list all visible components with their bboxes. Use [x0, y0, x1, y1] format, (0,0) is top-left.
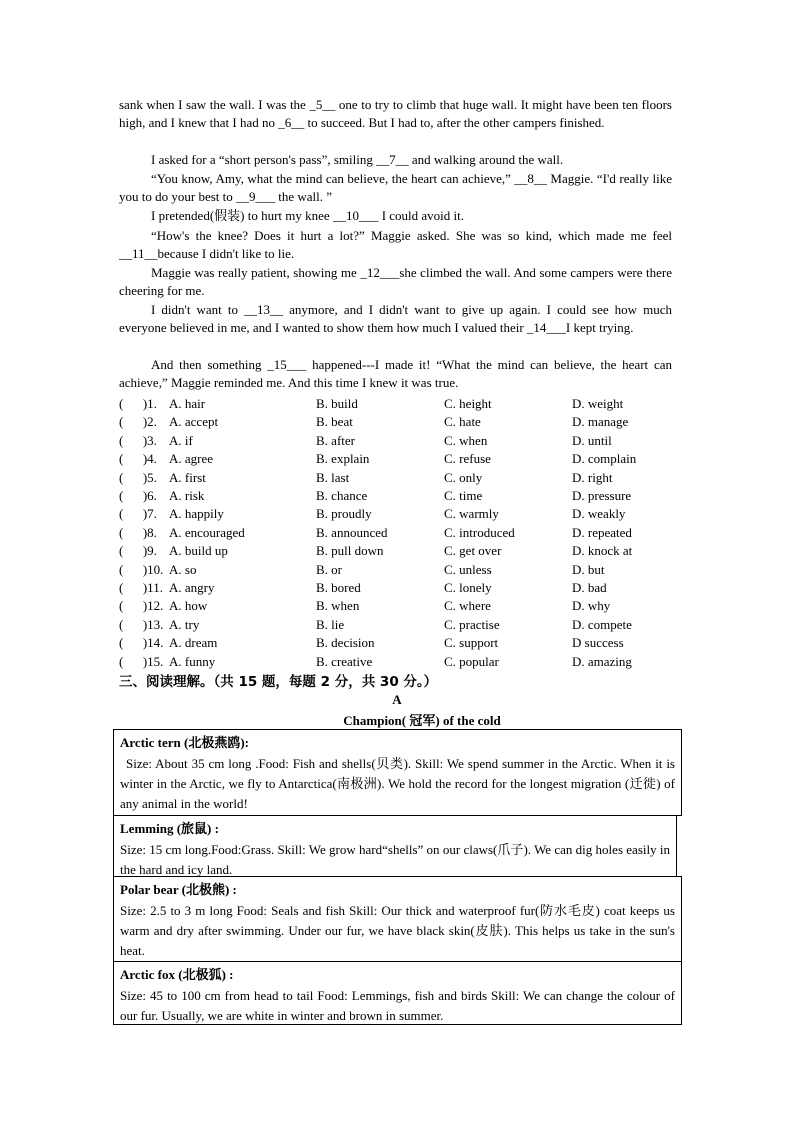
question-number: 13.	[147, 616, 164, 632]
passage-paragraph-3	[119, 170, 672, 207]
question-number: 10.	[147, 561, 164, 577]
animal-box-arctic-fox	[113, 961, 682, 1025]
question-row	[119, 413, 679, 431]
animal-box-arctic-tern	[113, 729, 682, 816]
option-b: B. explain	[316, 451, 370, 467]
option-b: B. announced	[316, 524, 388, 540]
option-d: D. why	[572, 598, 611, 614]
passage-text: sank when I saw the wall. I was the _5__ one to try to climb that huge wall. It might have been ten floors high, and I knew that I had no _6__ to succeed. But I had to, after the other campers finished.	[119, 97, 672, 131]
option-a: A. angry	[169, 580, 215, 596]
option-c: C. get over	[444, 543, 502, 559]
option-b: B. last	[316, 469, 350, 485]
option-a: A. how	[169, 598, 208, 614]
question-number-cell	[119, 561, 169, 579]
option-a: A. encouraged	[169, 524, 245, 540]
animal-name: Arctic fox (北极狐) :	[120, 967, 234, 982]
question-number: 4.	[147, 451, 157, 467]
question-number-cell	[119, 579, 169, 597]
question-row	[119, 579, 679, 597]
question-number: 11.	[147, 580, 163, 596]
passage-paragraph-1	[119, 96, 672, 133]
option-a: A. risk	[169, 488, 205, 504]
animal-name: Polar bear (北极熊) :	[120, 882, 237, 897]
option-c: C. time	[444, 488, 483, 504]
question-number-cell	[119, 395, 169, 413]
question-row	[119, 432, 679, 450]
answer-paren[interactable]: ( )	[119, 543, 148, 559]
option-d: D. right	[572, 469, 613, 485]
option-b: B. creative	[316, 653, 373, 669]
option-c: C. introduced	[444, 524, 515, 540]
animal-description: Size: 15 cm long.Food:Grass. Skill: We grow hard“shells” on our claws(爪子). We can dig holes easily in the hard and icy land.	[120, 842, 670, 877]
option-a: A. happily	[169, 506, 224, 522]
animal-box-polar-bear	[113, 876, 682, 962]
question-number: 14.	[147, 635, 164, 651]
option-b: B. lie	[316, 616, 345, 632]
passage-text: I pretended(假装) to hurt my knee __10___ I could avoid it.	[151, 208, 465, 223]
option-d: D. amazing	[572, 653, 632, 669]
answer-paren[interactable]: ( )	[119, 598, 148, 614]
question-number: 12.	[147, 598, 164, 614]
option-b: B. when	[316, 598, 360, 614]
answer-paren[interactable]: ( )	[119, 469, 148, 485]
option-b: B. decision	[316, 635, 375, 651]
passage-text: And then something _15___ happened---I made it! “What the mind can believe, the heart can achieve,” Maggie reminded me. And this time I knew it was true.	[119, 357, 672, 391]
answer-paren[interactable]: ( )	[119, 414, 148, 430]
animal-description: Size: About 35 cm long .Food: Fish and shells(贝类). Skill: We spend summer in the Arctic. When it is winter in the Arctic, we fly to Antarctica(南极洲). We hold the record for the longest migration (迁徙) of any animal in the world!	[120, 756, 675, 811]
option-a: A. agree	[169, 451, 214, 467]
animal-name: Lemming (旅鼠) :	[120, 821, 219, 836]
option-d: D. complain	[572, 451, 637, 467]
option-b: B. or	[316, 561, 342, 577]
question-row	[119, 469, 679, 487]
animal-description: Size: 2.5 to 3 m long Food: Seals and fish Skill: Our thick and waterproof fur(防水毛皮) coat keeps us warm and dry after swimming. Under our fur, we have black skin(皮肤). This helps us take in the sun's heat.	[120, 903, 675, 958]
question-number-cell	[119, 487, 169, 505]
question-number-cell	[119, 616, 169, 634]
question-number-cell	[119, 505, 169, 523]
answer-paren[interactable]: ( )	[119, 653, 148, 669]
animal-description: Size: 45 to 100 cm from head to tail Food: Lemmings, fish and birds Skill: We can change the colour of our fur. Usually, we are white in winter and brown in summer.	[120, 988, 675, 1023]
option-b: B. chance	[316, 488, 368, 504]
question-row	[119, 524, 679, 542]
option-c: C. height	[444, 396, 492, 411]
answer-paren[interactable]: ( )	[119, 451, 148, 467]
answer-paren[interactable]: ( )	[119, 396, 148, 411]
question-number: 8.	[147, 524, 157, 540]
option-b: B. beat	[316, 414, 353, 430]
question-number: 3.	[147, 432, 157, 448]
passage-text: I asked for a “short person's pass”, smiling __7__ and walking around the wall.	[151, 152, 564, 167]
option-d: D success	[572, 635, 624, 651]
question-row	[119, 450, 679, 468]
option-c: C. warmly	[444, 506, 499, 522]
answer-paren[interactable]: ( )	[119, 616, 148, 632]
question-number: 2.	[147, 414, 157, 430]
option-b: B. proudly	[316, 506, 372, 522]
question-number: 15.	[147, 653, 164, 669]
option-c: C. popular	[444, 653, 499, 669]
option-c: C. support	[444, 635, 499, 651]
option-b: B. build	[316, 396, 358, 411]
option-a: A. try	[169, 616, 200, 632]
question-number: 7.	[147, 506, 157, 522]
question-number-cell	[119, 432, 169, 450]
option-c: C. hate	[444, 414, 481, 430]
option-c: C. when	[444, 432, 488, 448]
question-number-cell	[119, 597, 169, 615]
option-c: C. unless	[444, 561, 492, 577]
passage-paragraph-8	[119, 356, 672, 393]
question-row	[119, 653, 679, 671]
answer-paren[interactable]: ( )	[119, 635, 148, 651]
answer-paren[interactable]: ( )	[119, 432, 148, 448]
passage-text: “How's the knee? Does it hurt a lot?” Maggie asked. She was so kind, which made me feel __11__because I didn't like to lie.	[119, 228, 672, 262]
option-c: C. practise	[444, 616, 500, 632]
option-a: A. accept	[169, 414, 219, 430]
question-row	[119, 597, 679, 615]
option-d: D. weight	[572, 396, 624, 411]
option-b: B. pull down	[316, 543, 384, 559]
question-row	[119, 487, 679, 505]
option-a: A. build up	[169, 543, 228, 559]
option-d: D. compete	[572, 616, 632, 632]
option-a: A. so	[169, 561, 197, 577]
question-number-cell	[119, 469, 169, 487]
option-c: C. where	[444, 598, 491, 614]
question-row	[119, 561, 679, 579]
question-number-cell	[119, 450, 169, 468]
passage-text: Maggie was really patient, showing me _12___she climbed the wall. And some campers were there cheering for me.	[119, 265, 672, 299]
animal-box-lemming	[113, 815, 677, 877]
question-number-cell	[119, 413, 169, 431]
passage-paragraph-7	[119, 301, 672, 338]
answer-paren[interactable]: ( )	[119, 580, 148, 596]
option-b: B. bored	[316, 580, 361, 596]
question-number: 9.	[147, 543, 157, 559]
option-d: D. weakly	[572, 506, 626, 522]
passage-title: Champion( 冠军) of the cold	[343, 713, 501, 728]
question-options-table	[119, 395, 679, 671]
answer-paren[interactable]: ( )	[119, 488, 148, 504]
answer-paren[interactable]: ( )	[119, 524, 148, 540]
section-heading: 三、阅读理解。（共 15 题，每题 2 分，共 30 分。）	[119, 674, 438, 690]
option-a: A. dream	[169, 635, 218, 651]
question-row	[119, 542, 679, 560]
animal-name: Arctic tern (北极燕鸥):	[120, 735, 249, 750]
option-a: A. if	[169, 432, 193, 448]
option-a: A. hair	[169, 396, 206, 411]
question-row	[119, 505, 679, 523]
question-number: 5.	[147, 469, 157, 485]
question-number-cell	[119, 542, 169, 560]
question-row	[119, 616, 679, 634]
option-d: D. pressure	[572, 488, 632, 504]
option-d: D. knock at	[572, 543, 633, 559]
question-number-cell	[119, 524, 169, 542]
question-number: 1.	[147, 396, 157, 411]
answer-paren[interactable]: ( )	[119, 506, 148, 522]
question-number-cell	[119, 653, 169, 671]
passage-text: I didn't want to __13__ anymore, and I didn't want to give up again. I could see how much everyone believed in me, and I wanted to show them how much I valued their _14___I kept trying.	[119, 302, 672, 336]
option-c: C. refuse	[444, 451, 491, 467]
passage-paragraph-6	[119, 264, 672, 301]
option-a: A. funny	[169, 653, 216, 669]
option-d: D. until	[572, 432, 612, 448]
option-b: B. after	[316, 432, 355, 448]
passage-letter: A	[392, 692, 402, 707]
passage-paragraph-2	[119, 151, 672, 169]
passage-paragraph-4	[119, 207, 672, 225]
question-row	[119, 634, 679, 652]
answer-paren[interactable]: ( )	[119, 561, 148, 577]
option-d: D. bad	[572, 580, 607, 596]
passage-paragraph-5	[119, 227, 672, 264]
option-d: D. manage	[572, 414, 629, 430]
passage-text: “You know, Amy, what the mind can believe, the heart can achieve,” __8__ Maggie. “I'd really like you to do your best to __9___ the wall. ”	[119, 171, 672, 205]
question-row	[119, 395, 679, 413]
option-d: D. but	[572, 561, 605, 577]
option-a: A. first	[169, 469, 206, 485]
question-number: 6.	[147, 488, 157, 504]
option-d: D. repeated	[572, 524, 632, 540]
question-number-cell	[119, 634, 169, 652]
option-c: C. only	[444, 469, 483, 485]
option-c: C. lonely	[444, 580, 492, 596]
